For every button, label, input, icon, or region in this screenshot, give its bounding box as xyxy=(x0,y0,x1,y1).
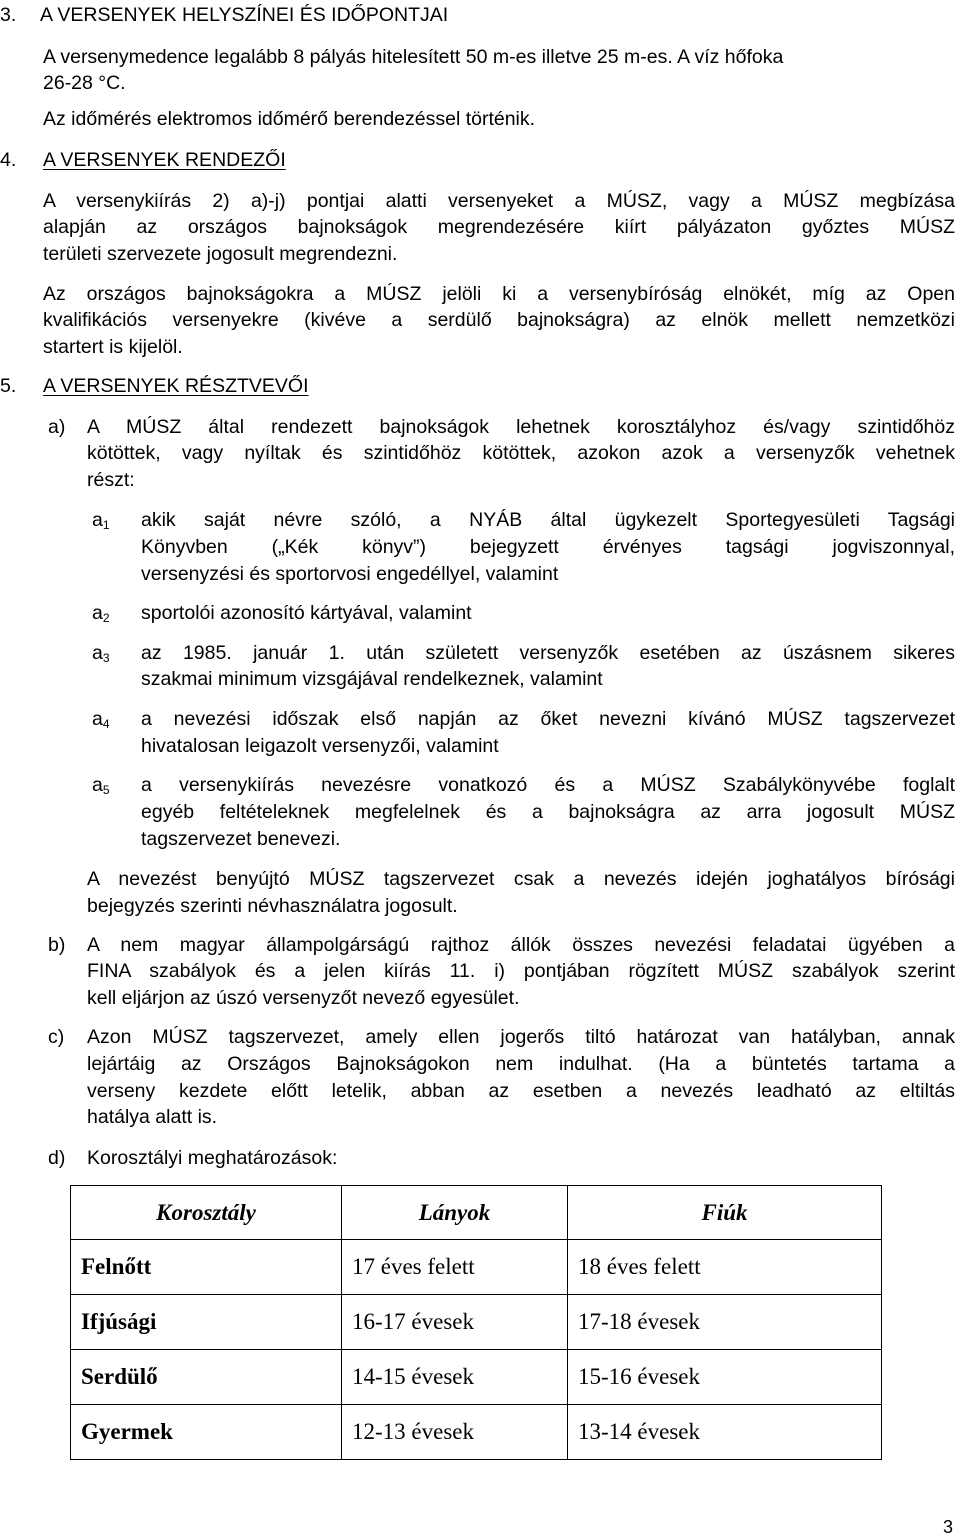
sub-item-a1-label: $a_1$ xyxy=(92,509,110,532)
section-4-p1-line-2: alapján az országos bajnokságok megrendezésére kiírt pályázaton győztes MÚSZ xyxy=(43,216,955,238)
table-cell-boys: 17-18 évesek xyxy=(568,1295,882,1350)
item-c-label: c) xyxy=(48,1026,65,1048)
item-a-label: a) xyxy=(48,416,66,438)
sub-item-a4-label: $a_4$ xyxy=(92,708,110,731)
table-row xyxy=(71,1350,882,1405)
section-5-number: 5. xyxy=(0,375,17,397)
table-cell-category: Felnőtt xyxy=(71,1240,342,1295)
item-b-line-1: A nem magyar állampolgárságú rajthoz állók összes nevezési feladatai ügyében a xyxy=(87,934,955,956)
sub-item-a5-label: $a_5$ xyxy=(92,774,110,797)
table-header-lanyok: Lányok xyxy=(342,1186,568,1240)
section-4-p1-line-1: A versenykiírás 2) a)-j) pontjai alatti versenyeket a MÚSZ, vagy a MÚSZ megbízása xyxy=(43,190,955,212)
sub-item-a5-line-2: egyéb feltételeknek megfelelnek és a bajnokságra az arra jogosult MÚSZ xyxy=(141,801,955,823)
item-c-line-2: lejártáig az Országos Bajnokságokon nem indulhat. (Ha a büntetés tartama a xyxy=(87,1053,955,1075)
section-3-line-1: A versenymedence legalább 8 pályás hitelesített 50 m-es illetve 25 m-es. A víz hőfoka xyxy=(43,46,784,68)
section-3-title: A VERSENYEK HELYSZÍNEI ÉS IDŐPONTJAI xyxy=(40,4,449,26)
table-row xyxy=(71,1295,882,1350)
table-header-fiuk: Fiúk xyxy=(568,1186,882,1240)
section-4-title: A VERSENYEK RENDEZŐI xyxy=(43,149,286,171)
item-d-label: d) xyxy=(48,1147,66,1169)
table-cell-category: Serdülő xyxy=(71,1350,342,1405)
item-a-line-3: részt: xyxy=(87,469,135,491)
section-3-number: 3. xyxy=(0,4,17,26)
page-number: 3 xyxy=(943,1517,954,1537)
table-cell-girls: 17 éves felett xyxy=(342,1240,568,1295)
item-c-line-3: verseny kezdete előtt letelik, abban az esetben a nevezés leadható az eltiltás xyxy=(87,1080,955,1102)
table-cell-category: Gyermek xyxy=(71,1405,342,1460)
nevezes-line-1: A nevezést benyújtó MÚSZ tagszervezet csak a nevezés idején joghatályos bírósági xyxy=(87,868,955,890)
section-4-p2-line-2: kvalifikációs versenyekre (kivéve a serdülő bajnokságra) az elnök mellett nemzetközi xyxy=(43,309,955,331)
item-a-line-2: kötöttek, vagy nyíltak és szintidőhöz kötöttek, azokon azok a versenyzők vehetnek xyxy=(87,442,955,464)
table-header-row xyxy=(71,1186,882,1240)
section-3-line-3: Az időmérés elektromos időmérő berendezéssel történik. xyxy=(43,108,536,130)
sub-item-a3-line-2: szakmai minimum vizsgájával rendelkeznek, valamint xyxy=(141,668,603,690)
sub-item-a5-line-1: a versenykiírás nevezésre vonatkozó és a MÚSZ Szabálykönyvébe foglalt xyxy=(141,774,955,796)
table-cell-category: Ifjúsági xyxy=(71,1295,342,1350)
item-a-line-1: A MÚSZ által rendezett bajnokságok lehetnek korosztályhoz és/vagy szintidőhöz xyxy=(87,416,955,438)
table-cell-boys: 13-14 évesek xyxy=(568,1405,882,1460)
item-c-line-1: Azon MÚSZ tagszervezet, amely ellen jogerős tiltó határozat van hatályban, annak xyxy=(87,1026,955,1048)
item-c-line-4: hatálya alatt is. xyxy=(87,1106,218,1128)
section-4-number: 4. xyxy=(0,149,17,171)
sub-item-a1-line-3: versenyzési és sportorvosi engedéllyel, valamint xyxy=(141,563,559,585)
table-cell-girls: 14-15 évesek xyxy=(342,1350,568,1405)
sub-item-a5-line-3: tagszervezet benevezi. xyxy=(141,828,341,850)
item-b-line-2: FINA szabályok és a jelen kiírás 11. i) pontjában rögzített MÚSZ szabályok szerint xyxy=(87,960,955,982)
item-b-label: b) xyxy=(48,934,66,956)
sub-item-a1-line-2: Könyvben („Kék könyv”) bejegyzett érvényes tagsági jogviszonnyal, xyxy=(141,536,955,558)
table-cell-boys: 18 éves felett xyxy=(568,1240,882,1295)
nevezes-line-2: bejegyzés szerinti névhasználatra jogosult. xyxy=(87,895,458,917)
table-cell-girls: 12-13 évesek xyxy=(342,1405,568,1460)
section-4-p2-line-1: Az országos bajnokságokra a MÚSZ jelöli ki a versenybíróság elnökét, míg az Open xyxy=(43,283,955,305)
sub-item-a1-line-1: akik saját névre szóló, a NYÁB által ügykezelt Sportegyesületi Tagsági xyxy=(141,509,955,531)
section-4-p2-line-3: startert is kijelöl. xyxy=(43,336,183,358)
item-d-text: Korosztályi meghatározások: xyxy=(87,1147,338,1169)
section-3-line-2: 26-28 °C. xyxy=(43,72,126,94)
table-cell-girls: 16-17 évesek xyxy=(342,1295,568,1350)
table-row xyxy=(71,1405,882,1460)
sub-item-a2-line-1: sportolói azonosító kártyával, valamint xyxy=(141,602,472,624)
sub-item-a3-line-1: az 1985. január 1. után született versenyzők esetében az úszásnem sikeres xyxy=(141,642,955,664)
sub-item-a4-line-1: a nevezési időszak első napján az őket nevezni kívánó MÚSZ tagszervezet xyxy=(141,708,955,730)
sub-item-a3-label: $a_3$ xyxy=(92,642,110,665)
age-group-table xyxy=(70,1185,882,1460)
sub-item-a4-line-2: hivatalosan leigazolt versenyzői, valamint xyxy=(141,735,499,757)
item-b-line-3: kell eljárjon az úszó versenyzőt nevező egyesület. xyxy=(87,987,520,1009)
section-5-title: A VERSENYEK RÉSZTVEVŐI xyxy=(43,375,309,397)
table-row xyxy=(71,1240,882,1295)
table-cell-boys: 15-16 évesek xyxy=(568,1350,882,1405)
sub-item-a2-label: $a_2$ xyxy=(92,602,110,625)
section-4-p1-line-3: területi szervezete jogosult megrendezni. xyxy=(43,243,398,265)
table-header-korosztaly: Korosztály xyxy=(71,1186,342,1240)
